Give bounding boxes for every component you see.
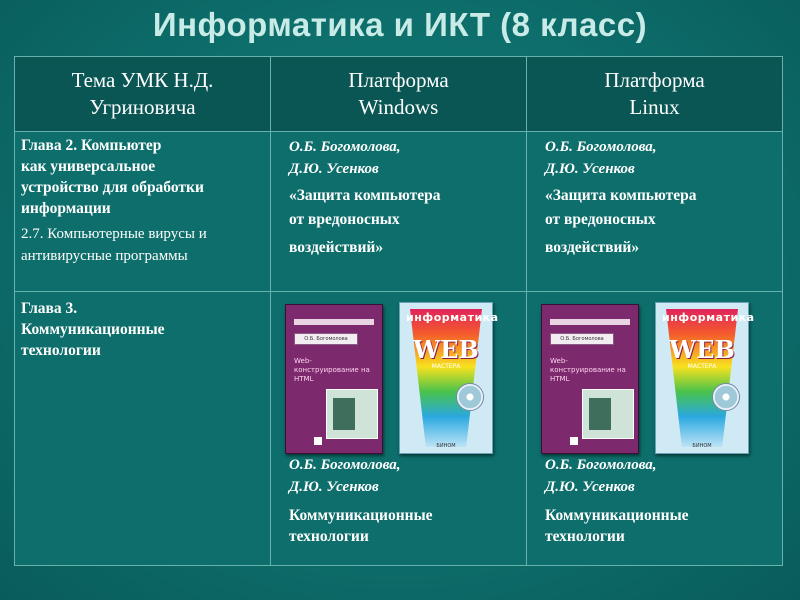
header-linux-line2: Linux xyxy=(629,95,680,119)
header-linux xyxy=(527,57,783,132)
row2-topic-cell xyxy=(15,292,271,566)
book-title: Web-конструирование на HTML xyxy=(294,357,370,383)
slide-title: Информатика и ИКТ (8 класс) xyxy=(152,6,648,43)
header-windows-line2: Windows xyxy=(358,95,439,119)
book-screenshot xyxy=(326,389,378,439)
row1-windows-title: от вредоносных xyxy=(289,211,400,228)
row1-linux-author: О.Б. Богомолова, xyxy=(545,139,657,155)
book-title: Web-конструирование на HTML xyxy=(550,357,626,383)
row1-topic-line: как универсальное xyxy=(21,158,156,175)
book-badge xyxy=(550,319,630,325)
book-publisher: БИНОМ xyxy=(436,443,456,449)
row2-windows-author: Д.Ю. Усенков xyxy=(289,479,379,495)
book-logo xyxy=(570,437,578,445)
header-topic-line2: Угриновича xyxy=(89,95,196,119)
row1-subtopic-line: антивирусные программы xyxy=(21,248,188,264)
row2-topic-line: Коммуникационные xyxy=(21,321,165,338)
row2-linux-author: О.Б. Богомолова, xyxy=(545,457,657,473)
row2-linux-cell xyxy=(527,292,783,566)
row1-topic-line: Глава 2. Компьютер xyxy=(21,137,162,154)
content-table xyxy=(14,56,783,566)
row1-windows-title: воздействий» xyxy=(289,239,384,256)
book-logo xyxy=(314,437,322,445)
row2-windows-cell xyxy=(271,292,527,566)
book-sticker: О.Б. Богомолова xyxy=(294,333,358,345)
header-linux-line1: Платформа xyxy=(604,68,705,92)
row1-linux-title: воздействий» xyxy=(545,239,640,256)
book-series-label: информатика xyxy=(406,311,499,324)
row1-subtopic-line: 2.7. Компьютерные вирусы и xyxy=(21,226,207,242)
row1-linux-title: «Защита компьютера xyxy=(545,187,697,204)
book-subtitle: МАСТЕРА xyxy=(431,363,461,370)
book-sticker: О.Б. Богомолова xyxy=(550,333,614,345)
row2-windows-title: Коммуникационные xyxy=(289,507,433,524)
cd-disc-icon xyxy=(712,383,740,411)
book-cover-web-construction xyxy=(285,304,383,454)
row1-windows-cell xyxy=(271,132,527,292)
row1-windows-title: «Защита компьютера xyxy=(289,187,441,204)
book-cover-web-master xyxy=(399,302,499,454)
header-windows xyxy=(271,57,527,132)
row2-windows-author: О.Б. Богомолова, xyxy=(289,457,401,473)
book-cover-web-master xyxy=(655,302,755,454)
row1-windows-author: О.Б. Богомолова, xyxy=(289,139,401,155)
book-big-title: WEB xyxy=(413,335,479,364)
book-funnel-graphic xyxy=(410,309,482,447)
book-cover-web-construction xyxy=(541,304,639,454)
row1-windows-author: Д.Ю. Усенков xyxy=(289,161,379,177)
header-topic xyxy=(15,57,271,132)
row2-linux-author: Д.Ю. Усенков xyxy=(545,479,635,495)
row1-topic-cell xyxy=(15,132,271,292)
row2-linux-title: технологии xyxy=(545,528,625,545)
header-windows-line1: Платформа xyxy=(348,68,449,92)
row2-windows-title: технологии xyxy=(289,528,369,545)
row1-linux-author: Д.Ю. Усенков xyxy=(545,161,635,177)
row1-topic-line: устройство для обработки xyxy=(21,179,204,196)
book-screenshot xyxy=(582,389,634,439)
row2-topic-line: Глава 3. xyxy=(21,300,78,317)
row1-linux-cell xyxy=(527,132,783,292)
book-subtitle: МАСТЕРА xyxy=(687,363,717,370)
row1-linux-title: от вредоносных xyxy=(545,211,656,228)
header-topic-line1: Тема УМК Н.Д. xyxy=(71,68,214,92)
book-funnel-graphic xyxy=(666,309,738,447)
book-badge xyxy=(294,319,374,325)
book-big-title: WEB xyxy=(669,335,735,364)
cd-disc-icon xyxy=(456,383,484,411)
row2-topic-line: технологии xyxy=(21,342,101,359)
row1-topic-line: информации xyxy=(21,200,111,217)
book-publisher: БИНОМ xyxy=(692,443,712,449)
row2-linux-title: Коммуникационные xyxy=(545,507,689,524)
book-series-label: информатика xyxy=(662,311,755,324)
